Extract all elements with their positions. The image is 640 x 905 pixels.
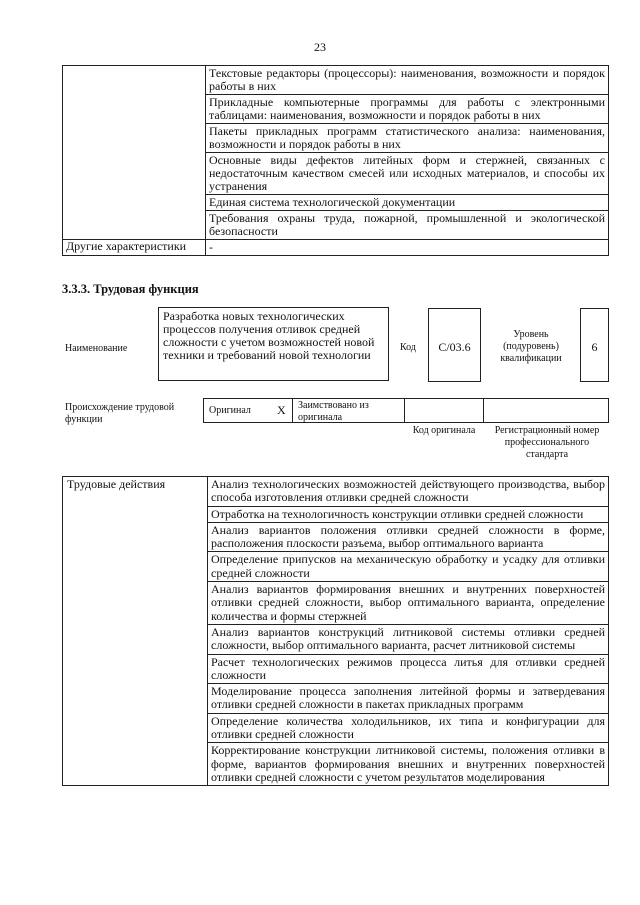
table-cell: Анализ вариантов формирования внешних и внутренних поверхностей отливки средней сложности, выбор оптимального варианта, определение количества и формы стержней [208,582,609,625]
origin-label: Происхождение трудовой функции [65,402,175,425]
divider [483,398,484,423]
table-cell: Анализ технологических возможностей действующего производства, выбор способа изготовления отливки средней сложности [208,477,609,507]
other-characteristics-label: Другие характеристики [63,240,206,256]
table-cell: Требования охраны труда, пожарной, промышленной и экологической безопасности [206,211,609,240]
page-number: 23 [314,40,326,54]
table-cell: Анализ вариантов положения отливки средней сложности в форме, расположения плоскости разъема, выбор оптимального варианта [208,522,609,552]
origin-box [203,398,609,423]
table-row [63,477,609,507]
function-name-box: Разработка новых технологических процессов получения отливок средней сложности с учетом возможностей новой техники и требований новой технологии [158,307,389,381]
table-cell: Определение количества холодильников, их типа и конфигурации для отливки средней сложности [208,713,609,743]
table-row [63,240,609,256]
registration-caption: Регистрационный номер профессионального стандарта [494,425,600,460]
table-cell: Определение припусков на механическую обработку и усадку для отливки средней сложности [208,552,609,582]
divider [292,398,293,423]
code-original-caption: Код оригинала [412,425,476,436]
level-label: Уровень (подуровень) квалификации [500,329,562,364]
code-value-box: С/03.6 [428,308,481,382]
table-cell: Прикладные компьютерные программы для работы с электронными таблицами: наименования, возможности и порядок работы в них [206,95,609,124]
actions-table [62,476,609,786]
section-title: 3.3.3. Трудовая функция [62,282,199,296]
borrowed-label: Заимствовано из оригинала [298,400,369,423]
level-value-box: 6 [580,308,609,382]
knowledge-label-cell [63,66,206,240]
table-cell: Расчет технологических режимов процесса литья для отливки средней сложности [208,654,609,684]
table-cell: Корректирование конструкции литниковой системы, положения отливки в форме, вариантов формирования внешних и внутренних поверхностей отливки средней сложности с учетом результатов моделирования [208,743,609,786]
table-cell: Текстовые редакторы (процессоры): наименования, возможности и порядок работы в них [206,66,609,95]
table-cell: Моделирование процесса заполнения литейной формы и затвердевания отливки средней сложности в пакетах прикладных программ [208,684,609,714]
original-label: Оригинал [209,405,251,416]
knowledge-table [62,65,609,256]
code-label: Код [400,342,416,353]
table-cell: Основные виды дефектов литейных форм и стержней, связанных с недостаточным качеством смесей или исходных материалов, и способы их устранения [206,153,609,195]
divider [404,398,405,423]
table-cell: Единая система технологической документации [206,195,609,211]
table-row [63,66,609,95]
other-characteristics-value: - [206,240,609,256]
table-cell: Анализ вариантов конструкций литниковой системы отливки средней сложности, выбор оптимального варианта, расчет литниковой системы [208,624,609,654]
table-cell: Пакеты прикладных программ статистического анализа: наименования, возможности и порядок работы в них [206,124,609,153]
actions-label: Трудовые действия [63,477,208,786]
table-cell: Отработка на технологичность конструкции отливки средней сложности [208,506,609,522]
name-label: Наименование [65,343,128,354]
original-mark: X [277,403,286,417]
